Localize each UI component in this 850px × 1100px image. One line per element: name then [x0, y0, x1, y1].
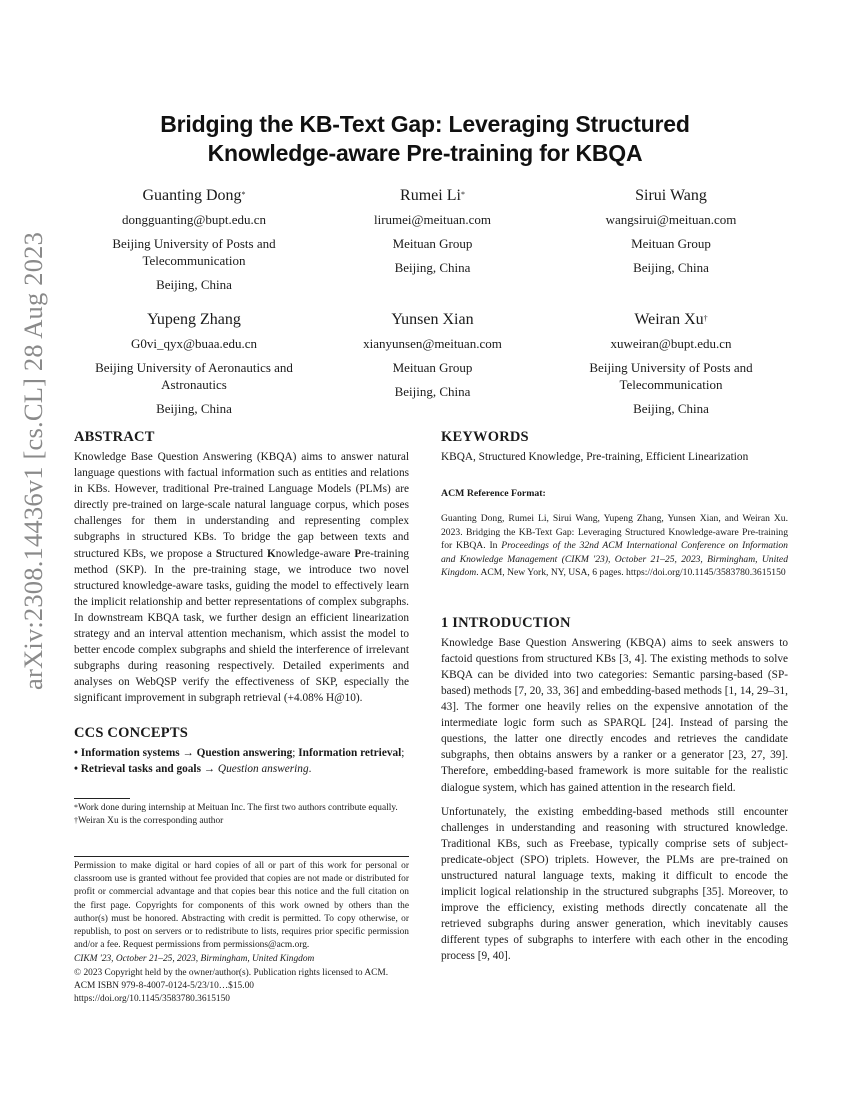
author-location: Beijing, China: [394, 260, 471, 275]
ccs-concept-leaf: Question answering: [215, 762, 309, 775]
author-location: Beijing, China: [394, 384, 471, 399]
reference-venue: Proceedings of the 32nd ACM International Conference on Information and Knowledge Management (CIKM '23), October 21–25, 2023, Birmingham, United Kingdom: [441, 540, 788, 579]
footnote-1: [74, 802, 409, 815]
footnote-mark: *: [74, 803, 78, 812]
author-name: Rumei Li: [400, 187, 461, 204]
separator: ;: [292, 746, 299, 759]
author-affiliation: Meituan Group: [392, 236, 473, 251]
paper-title: [100, 110, 750, 168]
author-affiliation: Beijing University of Aeronautics and Astronautics: [95, 360, 293, 392]
author-affiliation: Beijing University of Posts and Telecommunication: [589, 360, 753, 392]
footnote-rule: [74, 798, 130, 799]
ccs-concepts-body: [74, 745, 409, 777]
author-name: Guanting Dong: [142, 187, 242, 204]
author-location: Beijing, China: [156, 276, 232, 292]
acm-reference-heading: ACM Reference Format:: [441, 488, 546, 500]
abstract-text: Knowledge Base Question Answering (KBQA) aims to answer natural language questions with factual information such as entities and relations in KBs. However, traditional Pre-trained Language Models (PLMs) are directly pre-trained on large-scale natural language corpus, which poses challenges for them in understanding and representing complex subgraphs in structured KBs. To bridge the gap between texts and structured KBs, we propose a: [74, 451, 409, 560]
left-column: [74, 428, 409, 777]
keywords-list: KBQA, Structured Knowledge, Pre-training, Efficient Linearization: [441, 451, 749, 463]
author-row-1: [75, 186, 790, 301]
author-email[interactable]: lirumei@meituan.com: [373, 212, 492, 227]
footnote-text: Work done during internship at Meituan Inc. The first two authors contribute equally.: [78, 803, 398, 813]
abstract-body: [74, 449, 409, 707]
author-card: [552, 186, 790, 301]
introduction-paragraph-1: Knowledge Base Question Answering (KBQA) aims to seek answers to factoid questions from structured KBs [3, 4]. The existing methods to solve KBQA can be divided into two categories: Semantic parsing-based (SP-based) methods [7, 20, 33, 36] and embedding-based methods [1, 14, 29–31, 43]. The former one heavily relies on the expensive annotation of the intermediate logic form such as SPARQL [24]. Instead of parsing the questions, the latter one directly encodes and retrieves the candidate subgraphs, then obtains answers by a ranker or a generator [23, 27, 39]. Therefore, embedding-based framework is more suitable for the realistic dialogue system, which has gained attention in the research field.: [441, 636, 788, 794]
footnote-text: Weiran Xu is the corresponding author: [78, 816, 224, 827]
author-email[interactable]: G0vi_qyx@buaa.edu.cn: [130, 336, 258, 351]
permission-text: Permission to make digital or hard copies of all or part of this work for personal or classroom use is granted without fee provided that copies are not made or distributed for profit or commercial advantage and that copies bear this notice and the full citation on the first page. Copyrights for components of this work owned by others than the author(s) must be honored. Abstracting with credit is permitted. To copy otherwise, or republish, to post on servers or to redistribute to lists, requires prior specific permission and/or a fee. Request permissions from permissions@acm.org.: [74, 861, 409, 951]
equal-contribution-mark: *: [460, 190, 465, 199]
author-location: Beijing, China: [633, 260, 709, 275]
equal-contribution-mark: *: [241, 190, 246, 199]
author-email[interactable]: xuweiran@bupt.edu.cn: [610, 336, 732, 351]
reference-text: Guanting Dong, Rumei Li, Sirui Wang, Yupeng Zhang, Yunsen Xian, and Weiran Xu. 2023. Bridging the KB-Text Gap: Leveraging Structured Knowledge-aware Pre-training for KBQA. In: [441, 513, 788, 552]
author-location: Beijing, China: [156, 400, 232, 416]
author-card: [552, 310, 790, 425]
author-affiliation: Beijing University of Posts and Telecommunication: [112, 236, 276, 268]
permission-rule: [74, 856, 409, 857]
acm-reference-body: [441, 512, 788, 580]
author-email[interactable]: dongguanting@bupt.edu.cn: [121, 212, 267, 227]
author-card: [75, 310, 313, 425]
author-name: Yunsen Xian: [391, 311, 474, 328]
acronym-letter: K: [266, 547, 276, 560]
abstract-text: re-training method (SKP). In the pre-training stage, we introduce two novel structured knowledge-aware tasks, guiding the model to effectively learn the implicit relationship and better representations of complex subgraphs. In downstream KBQA task, we further design an efficient linearization strategy and an interval attention mechanism, which assist the model to better encode complex subgraphs and shield the interference of irrelevant subgraphs during reasoning respectively. Detailed experiments and analyses on WebQSP verify the effectiveness of SKP, especially the significant improvement in subgraph retrieval (+4.08% H@10).: [74, 547, 409, 705]
acronym-letter: P: [354, 547, 362, 560]
introduction-paragraph-2: Unfortunately, the existing embedding-based methods still encounter challenges in understanding and reasoning with structured knowledge. Traditional KBs, such as Freebase, typically comprise sets of subject-predicate-object (SPO) triplets. However, the PLMs are pre-trained on unstructured natural language texts, making it difficult to encode the implicit logical relationship in the structured subgraphs [35]. Moreover, to improve the efficiency, existing methods directly concatenate all the retrieved subgraphs during answer generation, which inevitably causes different types of subgraphs to interfere with each other in the encoding process [9, 40].: [441, 805, 788, 963]
author-row-2: [75, 310, 790, 425]
author-affiliation: Meituan Group: [631, 236, 711, 251]
paper-title-line-2: Knowledge-aware Pre-training for KBQA: [207, 140, 643, 166]
abstract-heading: ABSTRACT: [74, 429, 155, 445]
author-name: Sirui Wang: [635, 187, 707, 204]
separator: ;: [401, 746, 405, 759]
reference-text: . ACM, New York, NY, USA, 6 pages. https://doi.org/10.1145/3583780.3615150: [476, 567, 786, 579]
corresponding-author-mark: †: [703, 314, 708, 323]
ccs-concept: • Information systems → Question answering: [74, 746, 293, 759]
ccs-concept: Information retrieval: [298, 746, 402, 759]
right-column: [441, 428, 788, 965]
author-name: Yupeng Zhang: [147, 311, 241, 328]
author-location: Beijing, China: [633, 400, 709, 416]
footnotes: [74, 798, 409, 828]
ccs-concept: • Retrieval tasks and goals →: [74, 762, 216, 775]
footnote-mark: †: [74, 816, 78, 826]
author-affiliation: Meituan Group: [392, 360, 473, 375]
separator: .: [308, 762, 312, 775]
author-card: [75, 186, 313, 301]
arxiv-identifier-stamp: arXiv:2308.14436v1 [cs.CL] 28 Aug 2023: [18, 231, 48, 690]
doi-link[interactable]: https://doi.org/10.1145/3583780.3615150: [74, 994, 230, 1005]
keywords-heading: KEYWORDS: [441, 429, 529, 445]
author-email[interactable]: wangsirui@meituan.com: [605, 212, 737, 227]
author-card: [314, 310, 552, 425]
author-name: Weiran Xu: [634, 311, 704, 328]
author-card: [314, 186, 552, 301]
isbn-line: ACM ISBN 979-8-4007-0124-5/23/10…$15.00: [74, 980, 254, 991]
abstract-text: tructured: [222, 547, 267, 560]
author-email[interactable]: xianyunsen@meituan.com: [363, 336, 502, 351]
permission-block: [74, 856, 409, 1006]
abstract-text: nowledge-aware: [275, 547, 355, 560]
acronym-letter: S: [215, 547, 223, 560]
ccs-concepts-heading: CCS CONCEPTS: [74, 724, 188, 741]
copyright-line: © 2023 Copyright held by the owner/author(s). Publication rights licensed to ACM.: [74, 967, 389, 978]
introduction-heading: 1 INTRODUCTION: [441, 614, 571, 631]
paper-title-line-1: Bridging the KB-Text Gap: Leveraging Structured: [160, 111, 690, 137]
footnote-2: [74, 815, 409, 828]
venue-line: CIKM '23, October 21–25, 2023, Birmingham, United Kingdom: [74, 954, 315, 965]
